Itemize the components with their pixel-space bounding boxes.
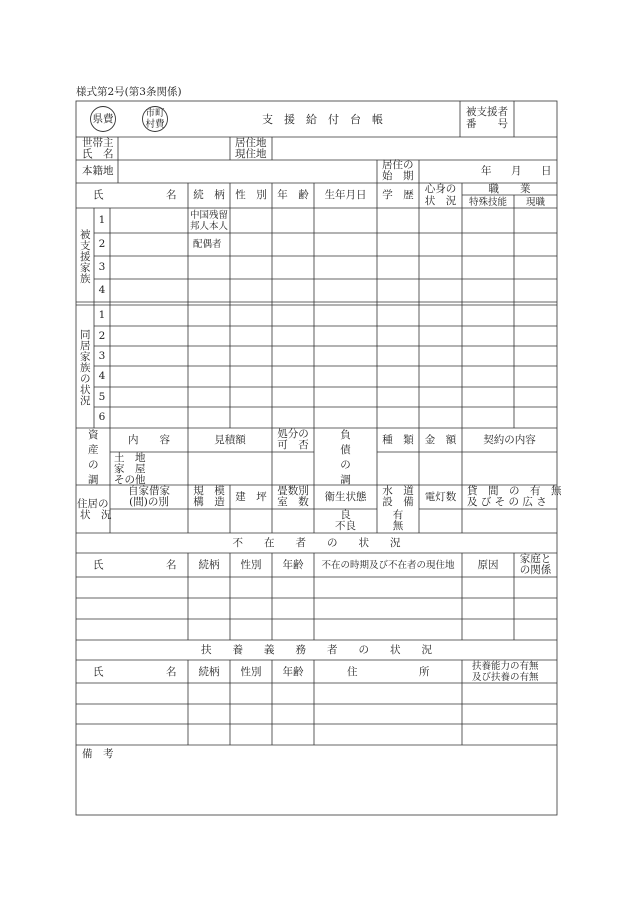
cohabiting-row-no: 2 [98,330,106,342]
housing-water-2: 設 備 [382,496,414,508]
supported-side-4: 家 [80,262,91,274]
supported-row-relation-2: 邦人本人 [190,221,229,232]
asset-item-house: 家 屋 [114,463,146,475]
cohabiting-side-7: 況 [80,395,91,407]
debt-side-4: 調 [340,474,351,486]
household-head-label-2: 氏 名 [82,148,114,160]
cohabiting-side-2: 居 [80,340,91,352]
housing-water-1: 水 道 [382,485,414,497]
col-name-1: 氏 [93,189,104,201]
cohabiting-row-no: 1 [98,309,106,321]
housing-water-no: 無 [392,520,404,532]
housing-water-yes: 有 [392,509,404,521]
cohabiting-side-1: 同 [80,329,91,341]
col-age: 年 齢 [277,189,309,201]
assets-side-3: の [88,459,99,471]
housing-scale-1: 規 模 [193,485,225,497]
duty-col-name-1: 氏 [93,666,104,678]
supported-side-3: 援 [80,251,91,263]
absent-col-family-2: の関係 [519,564,552,576]
absent-col-relation: 続柄 [198,559,220,571]
assets-side-4: 調 [88,474,99,486]
col-education: 学 歴 [382,189,414,201]
recipient-number-label-2: 番 号 [466,118,508,130]
date-month: 月 [511,165,522,177]
duty-col-name-2: 名 [166,666,177,678]
cohabiting-row-no: 4 [98,370,106,382]
col-relation: 続 柄 [193,189,225,201]
col-health-2: 状 況 [424,195,457,207]
cohabiting-row-no: 5 [98,391,106,403]
debt-side-3: の [340,459,351,471]
assets-side-1: 資 [88,429,99,441]
cohabiting-side-5: の [80,373,91,385]
housing-hygiene: 衛生状態 [324,491,367,503]
col-occupation: 職 業 [488,183,531,195]
address-label-2: 現住地 [235,148,267,160]
absent-col-period: 不在の時期及び不在者の現住地 [321,560,455,571]
cohabiting-row-no: 6 [98,411,106,423]
cohabiting-side-6: 状 [80,384,91,396]
debt-side-1: 負 [340,429,351,441]
housing-hygiene-good: 良 [340,509,351,521]
date-day: 日 [541,165,552,177]
debt-kind-label: 種 類 [382,434,414,446]
supported-row-no: 4 [98,284,106,296]
absent-col-name-2: 名 [166,559,177,571]
address-label-1: 居住地 [235,137,267,149]
absent-col-family-1: 家庭と [519,553,552,565]
housing-floor: 建 坪 [235,491,267,503]
date-year: 年 [481,165,492,177]
asset-item-other: その他 [114,474,146,486]
residence-start-label-1: 居住の [382,159,414,171]
assets-content-label: 内 容 [128,434,170,446]
col-sex: 性 別 [235,189,267,201]
housing-scale-2: 構 造 [193,496,225,508]
col-name-2: 名 [166,189,177,201]
stamp-municipal-line2: 村費 [145,119,165,130]
supported-row-relation-1: 中国残留 [190,210,229,221]
absent-section-title: 不 在 者 の 状 況 [232,537,401,549]
duty-col-address-2: 所 [419,666,430,678]
housing-hygiene-bad: 不良 [335,520,356,532]
stamp-prefecture: 県費 [92,113,114,125]
duty-col-ability-2: 及び扶養の有無 [472,672,539,683]
housing-rooms-1: 畳数別 [277,485,309,497]
housing-lights: 電灯数 [424,491,457,503]
housing-side-1: 住居の [77,498,109,510]
col-health-1: 心身の [424,183,457,195]
remarks-label: 備 考 [82,748,114,760]
supported-side-1: 被 [80,229,91,241]
absent-col-name-1: 氏 [93,559,104,571]
debt-contract-label: 契約の内容 [483,434,536,446]
absent-col-sex: 性別 [240,559,262,571]
cohabiting-row-no: 3 [98,350,106,362]
supported-row-no: 2 [98,238,106,250]
asset-item-land: 土 地 [114,452,146,464]
supported-side-5: 族 [80,273,91,285]
duty-col-sex: 性別 [240,666,262,678]
debt-side-2: 債 [340,444,351,456]
assets-estimate-label: 見積額 [214,434,246,446]
housing-rooms-2: 室 数 [277,496,309,508]
supported-row-no: 1 [98,214,106,226]
housing-rental-2: 及 び そ の 広 さ [467,496,547,508]
col-birth: 生年月日 [324,189,367,201]
housing-owned-1: 自家借家 [128,485,170,497]
duty-col-age: 年齢 [282,666,304,678]
residence-start-label-2: 始 期 [382,170,414,182]
housing-side-2: 状 況 [80,509,112,521]
support-duty-section-title: 扶 養 義 務 者 の 状 況 [201,644,432,656]
housing-rental-1: 貸 間 の 有 無 [467,485,562,497]
household-head-label-1: 世帯主 [82,137,114,149]
duty-col-relation: 続柄 [198,666,220,678]
cohabiting-side-4: 族 [80,362,91,374]
form-label: 様式第2号(第3条関係) [76,86,182,98]
assets-disposable-2: 可 否 [277,439,309,451]
recipient-number-label-1: 被支援者 [466,106,508,118]
col-current-job: 現職 [525,197,545,208]
domicile-label: 本籍地 [82,165,114,177]
debt-amount-label: 金 額 [424,434,457,446]
duty-col-address-1: 住 [347,666,358,678]
supported-side-2: 支 [80,240,91,252]
page-title: 支 援 給 付 台 帳 [262,113,383,126]
absent-col-age: 年齢 [282,559,304,571]
assets-disposable-1: 処分の [277,428,309,440]
supported-row-no: 3 [98,261,106,273]
duty-col-ability-1: 扶養能力の有無 [472,661,539,672]
absent-col-reason: 原因 [477,559,499,571]
housing-owned-2: (間)の別 [129,496,169,508]
assets-side-2: 産 [88,444,99,456]
col-special-skill: 特殊技能 [468,197,507,208]
supported-row-relation-1: 配偶者 [193,239,222,250]
cohabiting-side-3: 家 [80,351,91,363]
stamp-municipal-line1: 市町 [145,108,165,119]
